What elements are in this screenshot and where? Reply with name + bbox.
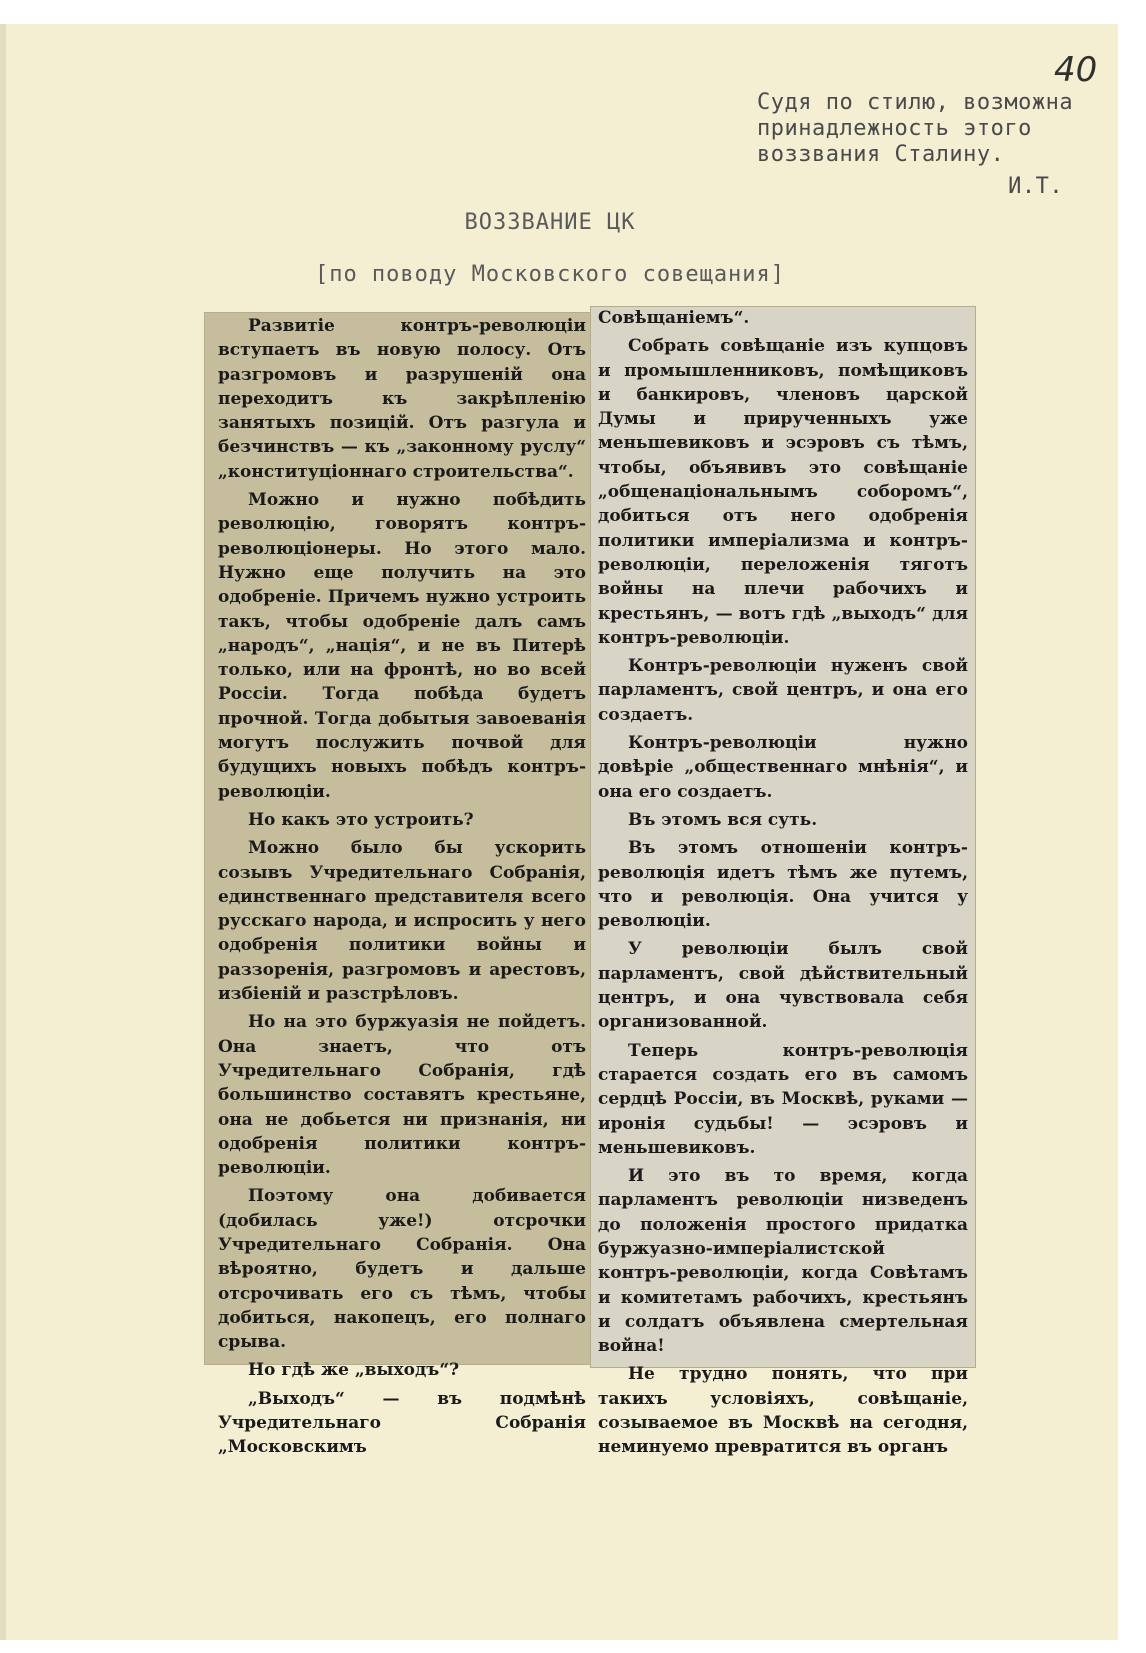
paragraph: Но гдѣ же „выходъ“? — [248, 1360, 460, 1381]
paragraph: Но какъ это устроить? — [248, 809, 474, 830]
paragraph: Развитіе контръ-революціи вступаетъ въ новую полосу. Отъ разгромовъ и разрушеній она переходитъ къ закрѣпленію занятыхъ позицій. Отъ разгула и безчинствъ — къ „законному руслу“ „конституціоннаго строительства“. — [218, 316, 586, 482]
note-signature: И.Т. — [1008, 174, 1064, 199]
paragraph: Можно и нужно побѣдить революцію, говорятъ контръ-революціонеры. Но этого мало. Нужно еще получить на это одобреніе. Причемъ нужно устроить такъ, чтобы одобреніе далъ самъ „народъ“, „нація“, и не въ Питерѣ только, или на фронтѣ, но во всей Россіи. Тогда побѣда будетъ прочной. Тогда добытыя завоеванія могутъ послужить почвой для будущихъ новыхъ побѣдъ контръ-революціи. — [218, 490, 586, 802]
page-number: 40 — [1054, 50, 1098, 90]
paragraph: Въ этомъ вся суть. — [628, 809, 818, 830]
paragraph: Теперь контръ-революція старается создать его въ самомъ сердцѣ Россіи, въ Москвѣ, руками — иронія судьбы! — эсэровъ и меньшевиковъ. — [598, 1040, 968, 1158]
typed-note — [757, 90, 1073, 200]
paragraph: Не трудно понять, что при такихъ условіяхъ, совѣщаніе, созываемое въ Москвѣ на сегодня, неминуемо превратится въ органъ — [598, 1364, 968, 1458]
paragraph: Собрать совѣщаніе изъ купцовъ и промышленниковъ, помѣщиковъ и банкировъ, членовъ царской Думы и прирученныхъ уже меньшевиковъ и эсэровъ съ тѣмъ, чтобы, объявивъ это совѣщаніе „общенаціональнымъ соборомъ“, добиться отъ него одобренія политики имперіализма и контръ-революціи, переложенія тяготъ войны на плечи рабочихъ и крестьянъ, — вотъ гдѣ „выходъ“ для контръ-революціи. — [598, 336, 968, 648]
paragraph: И это въ то время, когда парламентъ революціи низведенъ до положенія простого придатка буржуазно-имперіалистской контръ-революціи, когда Совѣтамъ и комитетамъ рабочихъ, крестьянъ и солдатъ объявлена смертельная война! — [598, 1166, 968, 1357]
paragraph: У революціи былъ свой парламентъ, свой дѣйствительный центръ, и она чувствовала себя организованной. — [598, 939, 968, 1033]
paragraph: Но на это буржуазія не пойдетъ. Она знаетъ, что отъ Учредительнаго Собранія, гдѣ большинство составятъ крестьяне, она не добьется ни признанія, ни одобренія политики контръ-революціи. — [218, 1012, 586, 1179]
paragraph: Контръ-революціи нужно довѣріе „общественнаго мнѣнія“, и она его создаетъ. — [598, 733, 968, 802]
paragraph: „Выходъ“ — въ подмѣнѣ Учредительнаго Собранія „Московскимъ — [218, 1388, 586, 1458]
article-column-left — [218, 314, 586, 1464]
document-subtitle: [по поводу Московского совещания] — [314, 262, 786, 287]
note-line: Судя по стилю, возможна — [757, 90, 1074, 115]
note-line: воззвания Сталину. — [757, 142, 1005, 167]
paragraph: Можно было бы ускорить созывъ Учредительнаго Собранія, единственнаго представителя всего русскаго народа, и испросить у него одобренія политики войны и раззоренія, разгромовъ и арестовъ, избіеній и разстрѣловъ. — [218, 838, 586, 1005]
paragraph: Контръ-революціи нуженъ свой парламентъ, свой центръ, и она его создаетъ. — [598, 656, 968, 725]
paragraph: Въ этомъ отношеніи контръ-революція идетъ тѣмъ же путемъ, что и революція. Она учится у революціи. — [598, 838, 968, 932]
paragraph: Совѣщаніемъ“. — [598, 308, 750, 328]
note-line: принадлежность этого — [757, 116, 1032, 141]
article-column-right — [598, 306, 968, 1464]
paragraph: Поэтому она добивается (добилась уже!) отсрочки Учредительнаго Собранія. Она вѣроятно, будетъ и дальше отсрочивать его съ тѣмъ, чтобы добиться, накопецъ, его полнаго срыва. — [218, 1186, 586, 1353]
document-title: ВОЗЗВАНИЕ ЦК — [464, 210, 636, 235]
